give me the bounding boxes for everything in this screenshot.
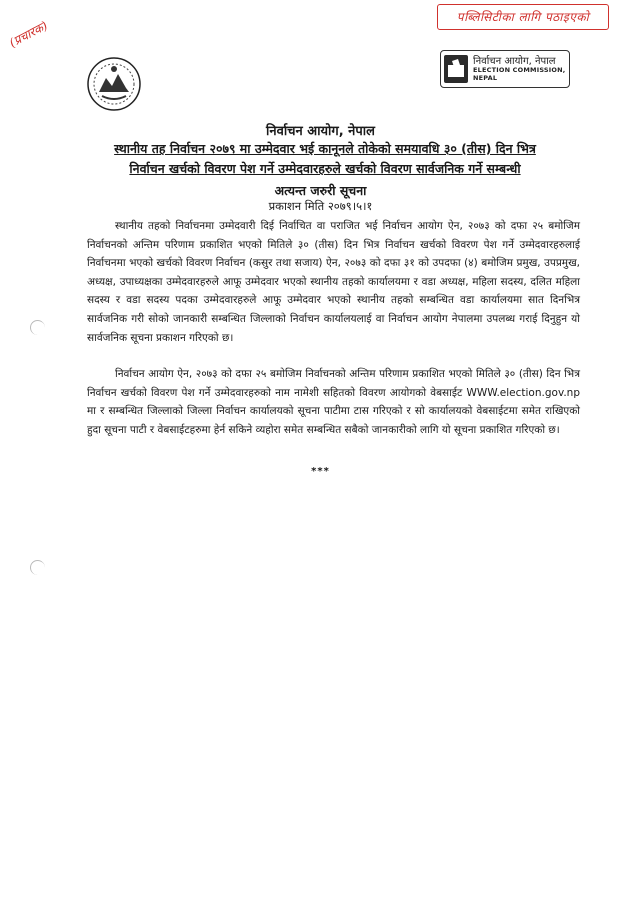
election-commission-logo	[440, 50, 570, 88]
subject-line-2: निर्वाचन खर्चको विवरण पेश गर्ने उम्मेदवारहरुले खर्चको विवरण सार्वजनिक गर्ने सम्बन्धी	[129, 161, 521, 176]
publication-date: प्रकाशन मिति २०७९।५।१	[268, 199, 373, 213]
ballot-box-icon	[444, 55, 468, 83]
notice-paragraph-1: स्थानीय तहको निर्वाचनमा उम्मेदवारी दिई निर्वाचित वा पराजित भई निर्वाचन आयोग ऐन, २०७३ को दफा २५ बमोजिम निर्वाचनको अन्तिम परिणाम प्रकाशित भएको मितिले ३० (तीस) दिन भित्र निर्वाचन खर्चको विवरण पेश गर्ने उम्मेदवारहरुलाई निर्वाचनमा भएको खर्चको विवरण निर्वाचन (कसुर तथा सजाय) ऐन, २०७३ को दफा ३१ को उपदफा (४) बमोजिम प्रमुख, उपप्रमुख, अध्यक्ष, उपाध्यक्षका उम्मेदवारहरुले आफू उम्मेदवार भएको स्थानीय तहको कार्यालयमा र वडा अध्यक्ष, महिला सदस्य, दलित महिला सदस्य र वडा सदस्य पदका उम्मेदवारहरुले आफू उम्मेदवार भएको स्थानीय तहको सम्बन्धित वडा कार्यालयमा सात दिनभित्र सार्वजनिक गरी सोको जानकारी सम्बन्धित जिल्लाको निर्वाचन कार्यालयलाई वा निर्वाचन आयोग नेपालमा उपलब्ध गराई दिनुहुन यो सार्वजनिक सूचना प्रकाशन गरिएको छ।	[87, 220, 580, 344]
logo-name-nepali: निर्वाचन आयोग, नेपाल	[473, 56, 556, 68]
handwritten-note-left: (प्रचारक)	[6, 18, 50, 51]
punch-hole-mark	[30, 560, 45, 575]
end-mark: ***	[311, 466, 330, 477]
notice-subject	[90, 139, 560, 179]
punch-hole-mark	[30, 320, 45, 335]
handwritten-note-top: पब्लिसिटीका लागि पठाइएको	[437, 4, 609, 30]
subject-line-1: स्थानीय तह निर्वाचन २०७९ मा उम्मेदवार भई कानूनले तोकेको समयावधि ३० (तीस) दिन भित्र	[114, 141, 536, 156]
urgent-notice-heading: अत्यन्त जरुरी सूचना	[274, 183, 367, 198]
nepal-emblem-icon	[86, 56, 142, 112]
logo-name-english: ELECTION COMMISSION, NEPAL	[473, 66, 566, 82]
organization-title: निर्वाचन आयोग, नेपाल	[266, 124, 375, 139]
notice-paragraph-2: निर्वाचन आयोग ऐन, २०७३ को दफा २५ बमोजिम निर्वाचनको अन्तिम परिणाम प्रकाशित भएको मितिले ३० (तीस) दिन भित्र निर्वाचन खर्चको विवरण पेश गर्ने उम्मेदवारहरुको नाम नामेशी सहितको विवरण आयोगको वेबसाईट WWW.election.gov.np मा र सम्बन्धित जिल्लाको जिल्ला निर्वाचन कार्यालयको सूचना पाटीमा टास गरिएको र सो कार्यालयको वेबसाईटमा समेत राखिएको हुदा सूचना पाटी र वेबसाईटहरुमा हेर्न सकिने व्यहोरा समेत सम्बन्धित सबैको जानकारीको लागि यो सूचना प्रकाशित गरिएको छ।	[87, 368, 580, 436]
